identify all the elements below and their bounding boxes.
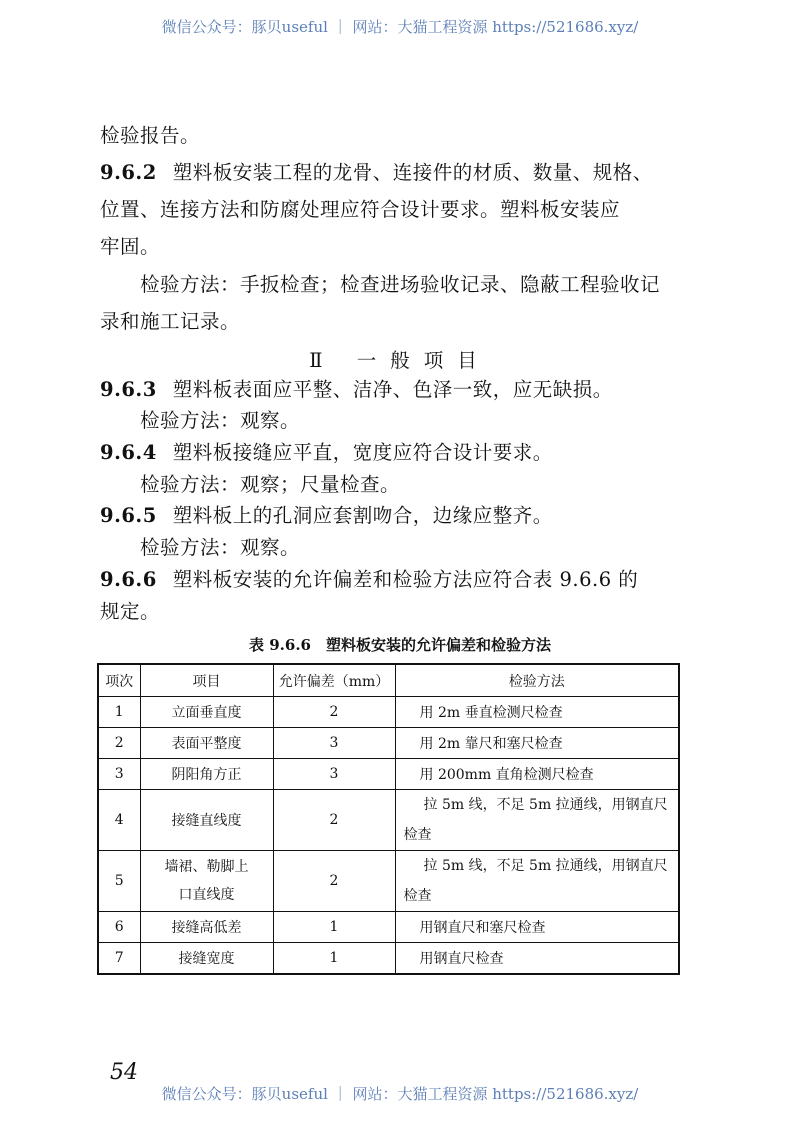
table-row <box>98 790 679 851</box>
clause-text: 塑料板表面应平整、洁净、色泽一致，应无缺损。 <box>172 378 613 401</box>
cell-deviation: 2 <box>273 790 395 851</box>
clause-text: 塑料板安装工程的龙骨、连接件的材质、数量、规格、 <box>172 161 653 184</box>
clause-number: 9.6.5 <box>100 504 157 527</box>
clause-number: 9.6.6 <box>100 568 157 591</box>
cell-deviation: 1 <box>273 912 395 943</box>
text-line: 检验报告。 <box>100 124 201 147</box>
cell-method: 用 2m 靠尺和塞尺检查 <box>395 728 679 759</box>
cell-method: 用 200mm 直角检测尺检查 <box>395 759 679 790</box>
method-line: 检验方法：观察。 <box>140 409 301 432</box>
cell-method: 用钢直尺检查 <box>395 943 679 975</box>
text-line: 牢固。 <box>100 235 161 258</box>
method-line: 检验方法：观察；尺量检查。 <box>140 473 401 496</box>
cell-item: 接缝高低差 <box>140 912 273 943</box>
cell-index: 1 <box>98 697 140 728</box>
text-line: 检验方法：手扳检查；检查进场验收记录、隐蔽工程验收记 <box>140 273 661 296</box>
cell-item: 墙裙、勒脚上口直线度 <box>140 851 273 912</box>
table-row <box>98 912 679 943</box>
section-heading: Ⅱ 一般项目 <box>309 349 491 372</box>
cell-deviation: 2 <box>273 697 395 728</box>
cell-item: 接缝直线度 <box>140 790 273 851</box>
table-row <box>98 697 679 728</box>
cell-method: 拉 5m 线，不足 5m 拉通线，用钢直尺检查 <box>395 790 679 851</box>
table-header-row <box>98 664 679 697</box>
text-line: 规定。 <box>100 600 161 623</box>
clause-9-6-4 <box>100 437 553 465</box>
header-cell: 项次 <box>98 664 140 697</box>
table-row <box>98 759 679 790</box>
clause-text: 塑料板接缝应平直，宽度应符合设计要求。 <box>172 441 553 464</box>
cell-deviation: 3 <box>273 728 395 759</box>
cell-index: 3 <box>98 759 140 790</box>
cell-index: 4 <box>98 790 140 851</box>
header-watermark: 微信公众号：豚贝useful ｜ 网站：大猫工程资源 https://521686.xyz/ <box>161 18 639 36</box>
cell-index: 6 <box>98 912 140 943</box>
cell-item: 阴阳角方正 <box>140 759 273 790</box>
cell-deviation: 2 <box>273 851 395 912</box>
cell-deviation: 1 <box>273 943 395 975</box>
header-cell: 检验方法 <box>395 664 679 697</box>
table-row <box>98 851 679 912</box>
table-row <box>98 943 679 975</box>
cell-method: 用钢直尺和塞尺检查 <box>395 912 679 943</box>
table-row <box>98 728 679 759</box>
text-line: 位置、连接方法和防腐处理应符合设计要求。塑料板安装应 <box>100 198 621 221</box>
clause-9-6-6 <box>100 564 638 592</box>
clause-number: 9.6.4 <box>100 441 157 464</box>
deviation-table <box>97 663 680 975</box>
clause-number: 9.6.2 <box>100 161 157 184</box>
footer-watermark: 微信公众号：豚贝useful ｜ 网站：大猫工程资源 https://521686.xyz/ <box>161 1085 639 1103</box>
page-number: 54 <box>110 1060 138 1085</box>
clause-text: 塑料板安装的允许偏差和检验方法应符合表 9.6.6 的 <box>172 568 639 591</box>
cell-item: 表面平整度 <box>140 728 273 759</box>
cell-index: 5 <box>98 851 140 912</box>
cell-index: 2 <box>98 728 140 759</box>
cell-item: 立面垂直度 <box>140 697 273 728</box>
cell-method: 拉 5m 线，不足 5m 拉通线，用钢直尺检查 <box>395 851 679 912</box>
header-cell: 允许偏差（mm） <box>273 664 395 697</box>
clause-9-6-5 <box>100 500 553 528</box>
cell-method: 用 2m 垂直检测尺检查 <box>395 697 679 728</box>
clause-text: 塑料板上的孔洞应套割吻合，边缘应整齐。 <box>172 504 553 527</box>
table-caption: 表 9.6.6 塑料板安装的允许偏差和检验方法 <box>249 636 551 654</box>
cell-item: 接缝宽度 <box>140 943 273 975</box>
text-line: 录和施工记录。 <box>100 310 241 333</box>
clause-9-6-2 <box>100 157 653 185</box>
cell-index: 7 <box>98 943 140 975</box>
cell-deviation: 3 <box>273 759 395 790</box>
clause-9-6-3 <box>100 374 613 402</box>
clause-number: 9.6.3 <box>100 378 157 401</box>
header-cell: 项目 <box>140 664 273 697</box>
method-line: 检验方法：观察。 <box>140 536 301 559</box>
